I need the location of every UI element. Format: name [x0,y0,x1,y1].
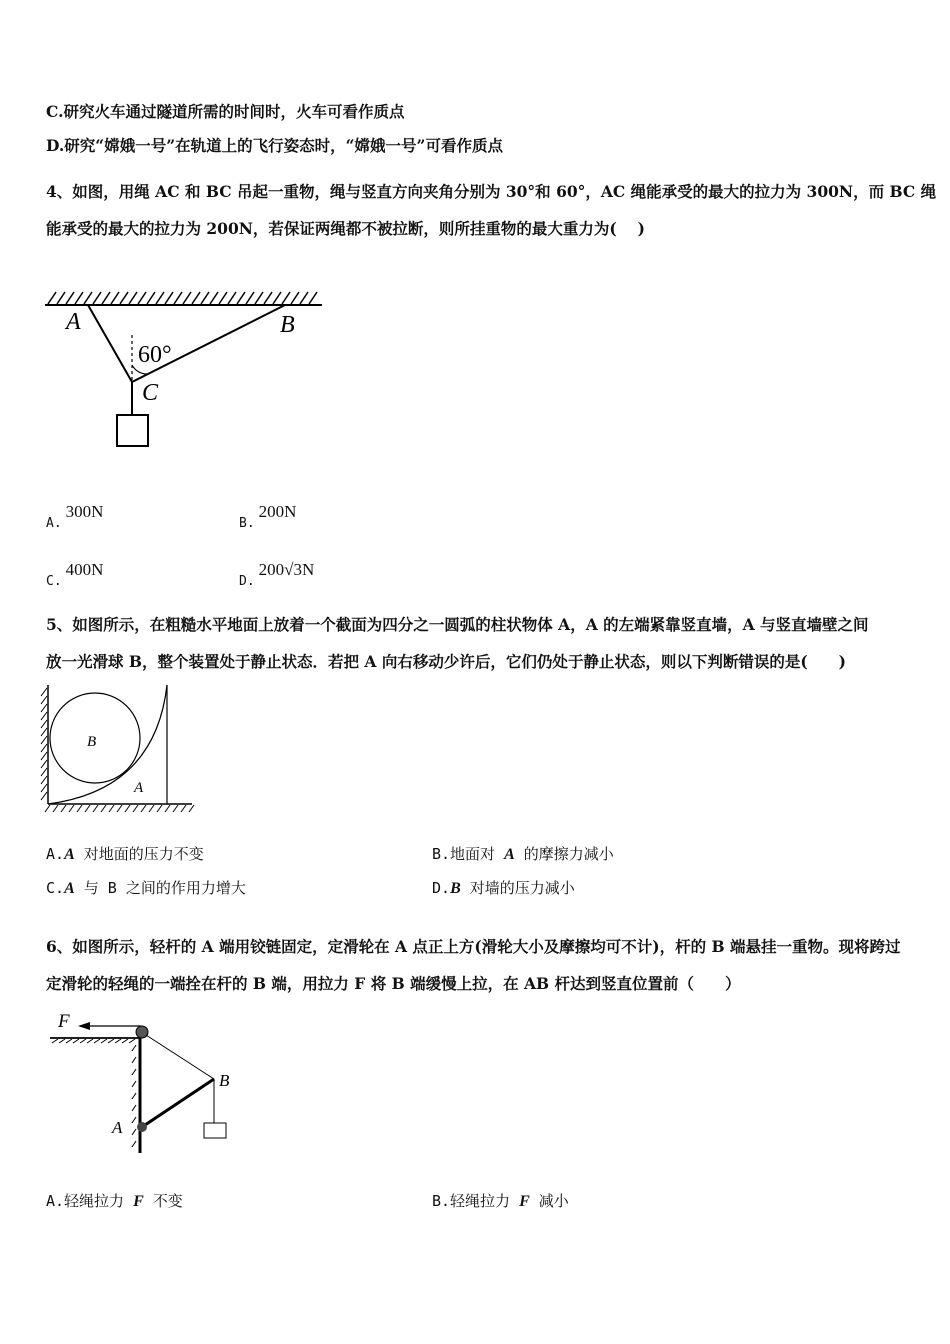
q5-stem-line2: 放一光滑球 B，整个装置处于静止状态．若把 A 向右移动少许后，它们仍处于静止状态，则以下判断错误的是( ) [46,652,846,671]
q6-stem-line1: 6、如图所示，轻杆的 A 端用铰链固定，定滑轮在 A 点正上方(滑轮大小及摩擦均可不计)，杆的 B 端悬挂一重物。现将跨过 [46,937,901,956]
q3-option-d: D.研究“嫦娥一号”在轨道上的飞行姿态时，“嫦娥一号”可看作质点 [46,136,503,155]
label-a: A [134,780,144,796]
arc-a [48,685,167,804]
label-a: A [112,1118,123,1137]
q5-option-c: C.A 与 B 之间的作用力增大 [46,879,246,897]
q6-option-a: A.轻绳拉力 F 不变 [46,1192,183,1210]
label-c: C [142,380,159,406]
q5-figure [40,680,200,815]
q5-option-d: D.B 对墙的压力减小 [432,879,575,897]
q4-option-c: C.400N [46,560,104,589]
angle-label: 60° [138,342,172,368]
q6-option-b: B.轻绳拉力 F 减小 [432,1192,569,1210]
q4-figure [40,285,340,455]
weight-box [117,415,148,446]
q4-stem-line2: 能承受的最大的拉力为 200N，若保证两绳都不被拉断，则所挂重物的最大重力为( ) [46,219,645,238]
pulley [136,1026,148,1038]
wall-hatch [41,688,47,800]
q5-option-b: B.地面对 A 的摩擦力减小 [432,845,614,863]
hinge-a [137,1122,147,1132]
rod-ab [142,1079,214,1127]
q4-option-d: D.200√3N [239,560,315,589]
q4-stem-line1: 4、如图，用绳 AC 和 BC 吊起一重物，绳与竖直方向夹角分别为 30°和 60°，AC 绳能承受的最大的拉力为 300N，而 BC 绳 [46,182,937,201]
q3-option-c: C.研究火车通过隧道所需的时间时，火车可看作质点 [46,102,405,121]
label-b: B [280,312,295,338]
q5-option-a: A.A 对地面的压力不变 [46,845,204,863]
rope-ac [88,305,132,382]
q5-stem-line1: 5、如图所示，在粗糙水平地面上放着一个截面为四分之一圆弧的柱状物体 A，A 的左端紧靠竖直墙，A 与竖直墙壁之间 [46,615,869,634]
label-b: B [87,734,97,750]
label-b: B [219,1071,230,1090]
q6-stem-line2: 定滑轮的轻绳的一端拴在杆的 B 端，用拉力 F 将 B 端缓慢上拉，在 AB 杆达到竖直位置前（ ） [46,974,741,993]
weight-box [204,1123,226,1138]
label-a: A [66,309,81,335]
q4-option-b: B.200N [239,502,297,531]
q6-figure [46,1005,246,1160]
ground-hatch [45,805,194,812]
label-f: F [58,1011,70,1032]
ceiling-hatch [48,292,317,304]
rope [146,1035,214,1079]
q4-option-a: A.300N [46,502,104,531]
